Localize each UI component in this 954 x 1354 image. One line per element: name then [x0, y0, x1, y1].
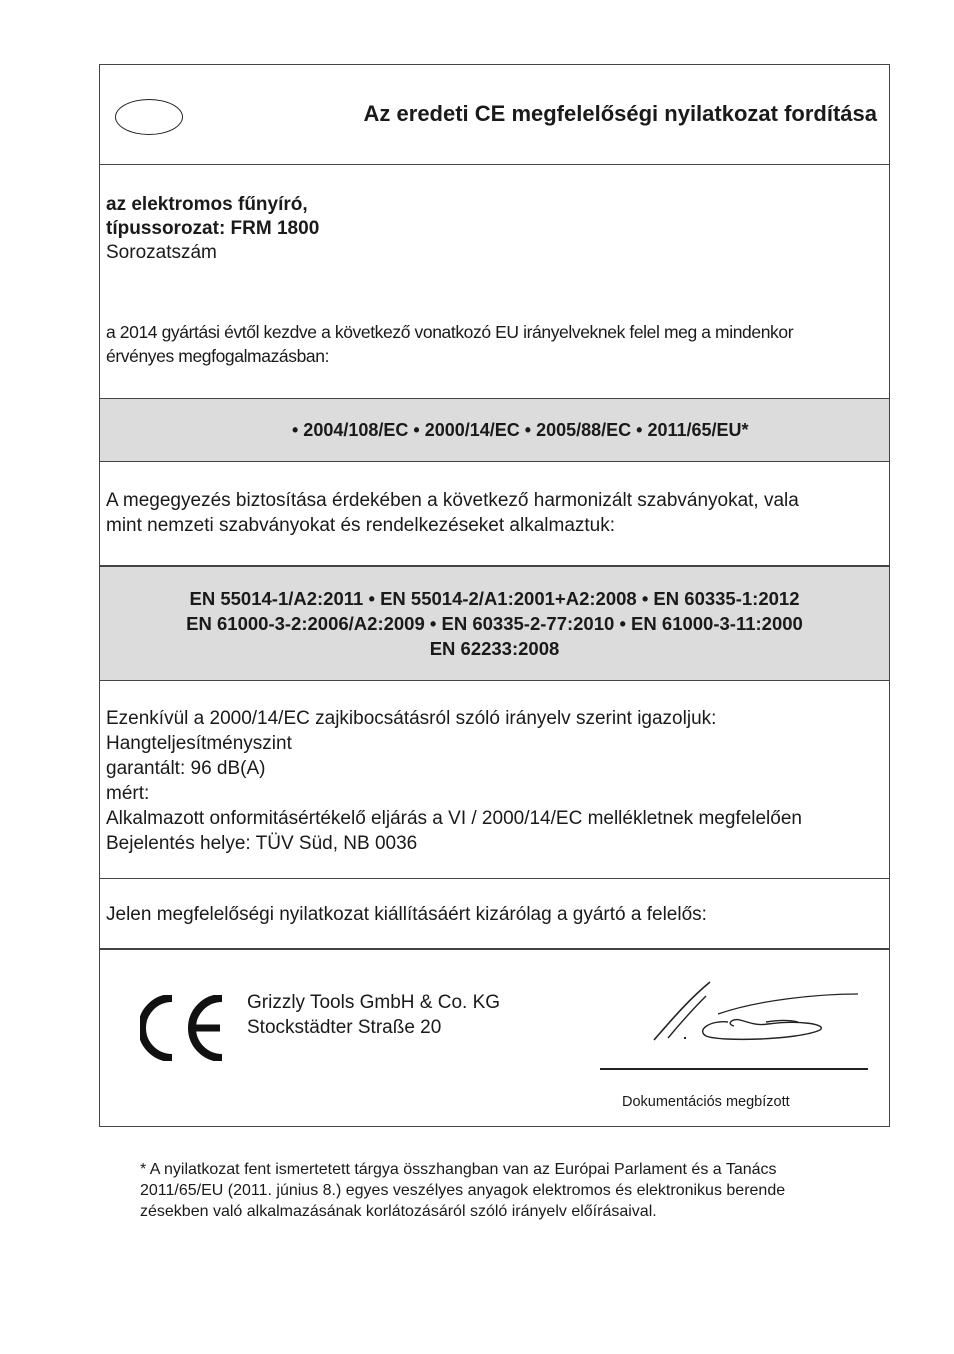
noise-section: [100, 681, 889, 879]
signature-image: [648, 980, 863, 1052]
signature-line: [600, 1068, 868, 1070]
footnote-line1: * A nyilatkozat fent ismertetett tárgya összhangban van az Európai Parlament és a Tanács: [140, 1161, 777, 1178]
ce-mark-icon: [140, 995, 228, 1061]
product-name: az elektromos fűnyíró,: [106, 194, 308, 215]
product-section: [100, 165, 889, 399]
standards-line2: EN 61000-3-2:2006/A2:2009 • EN 60335-2-77:2010 • EN 61000-3-11:2000: [186, 613, 803, 634]
product-type: típussorozat: FRM 1800: [106, 218, 320, 239]
signatory-role: Dokumentációs megbízott: [622, 1094, 790, 1110]
footnote-line2: 2011/65/EU (2011. június 8.) egyes veszélyes anyagok elektromos és elektronikus berende: [140, 1182, 786, 1199]
footnote: [140, 1159, 785, 1222]
harmonized-section: [100, 462, 889, 566]
intro-text-line2: érvényes megfogalmazásban:: [106, 346, 330, 366]
notified-body: Bejelentés helye: TÜV Süd, NB 0036: [106, 833, 418, 854]
page-title: Az eredeti CE megfelelőségi nyilatkozat fordítása: [363, 101, 877, 126]
declaration-document: [99, 64, 890, 1127]
company-name: Grizzly Tools GmbH & Co. KG: [247, 992, 501, 1013]
standards-line3: EN 62233:2008: [429, 638, 560, 659]
footnote-line3: zésekben való alkalmazásának korlátozásáról szóló irányelv előírásaival.: [140, 1203, 657, 1220]
intro-text-line1: a 2014 gyártási évtől kezdve a következő vonatkozó EU irányelveknek felel meg a mindenkor: [106, 322, 794, 342]
noise-measured: mért:: [106, 783, 150, 804]
company-address: [247, 990, 500, 1040]
harmonized-line2: mint nemzeti szabványokat és rendelkezéseket alkalmaztuk:: [106, 515, 616, 536]
directives-section: [100, 399, 889, 462]
standards-line1: EN 55014-1/A2:2011 • EN 55014-2/A1:2001+A2:2008 • EN 60335-1:2012: [189, 588, 800, 609]
serial-label: Sorozatszám: [106, 242, 217, 263]
harmonized-line1: A megegyezés biztosítása érdekében a következő harmonizált szabványokat, vala: [106, 490, 799, 511]
noise-line2: Hangteljesítményszint: [106, 733, 292, 754]
directives-list: • 2004/108/EC • 2000/14/EC • 2005/88/EC • 2011/65/EU*: [292, 420, 749, 440]
responsibility-text: Jelen megfelelőségi nyilatkozat kiállításáért kizárólag a gyártó a felelős:: [106, 904, 707, 925]
responsibility-section: [100, 879, 889, 949]
standards-section: [100, 566, 889, 681]
header-section: [100, 65, 889, 165]
language-oval-placeholder: [115, 99, 183, 135]
noise-guaranteed: garantált: 96 dB(A): [106, 758, 266, 779]
signature-section: [100, 949, 889, 1126]
company-street: Stockstädter Straße 20: [247, 1017, 442, 1038]
noise-procedure: Alkalmazott onformitásértékelő eljárás a VI / 2000/14/EC mellékletnek megfelelően: [106, 808, 802, 829]
noise-line1: Ezenkívül a 2000/14/EC zajkibocsátásról szóló irányelv szerint igazoljuk:: [106, 708, 717, 729]
